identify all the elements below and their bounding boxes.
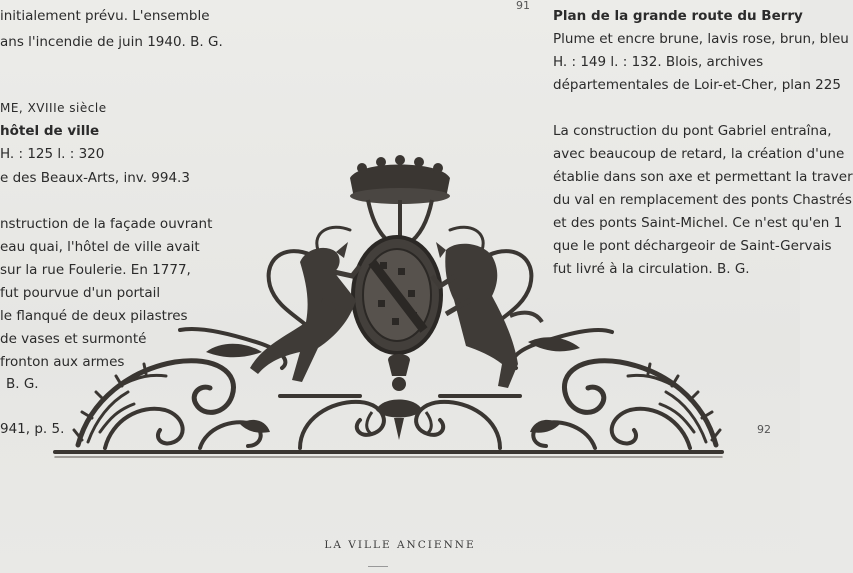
left-text-line-2: ans l'incendie de juin 1940. B. G. xyxy=(0,34,223,50)
left-body-line-1: nstruction de la façade ouvrant xyxy=(0,216,213,232)
right-body-line-7: fut livré à la circulation. B. G. xyxy=(553,261,750,277)
crown-ornament xyxy=(350,155,450,244)
left-text-line-1: initialement prévu. L'ensemble xyxy=(0,8,210,24)
left-body-signature: B. G. xyxy=(6,376,39,392)
map-meta-line-3: départementales de Loir-et-Cher, plan 225 xyxy=(553,77,841,93)
map-title: Plan de la grande route du Berry xyxy=(553,8,803,24)
left-body-line-3: sur la rue Foulerie. En 1777, xyxy=(0,262,191,278)
page-number-top: 91 xyxy=(516,0,530,12)
century-line: ME, XVIIIe siècle xyxy=(0,101,107,115)
left-reference: 941, p. 5. xyxy=(0,421,65,437)
left-body-line-6: de vases et surmonté xyxy=(0,331,147,347)
map-meta-line-1: Plume et encre brune, lavis rose, brun, bleu xyxy=(553,31,849,47)
left-body-line-7: fronton aux armes xyxy=(0,354,125,370)
right-body-line-1: La construction du pont Gabriel entraîna, xyxy=(553,123,832,139)
artwork-dimensions: H. : 125 l. : 320 xyxy=(0,146,105,162)
page-number-side: 92 xyxy=(757,423,771,436)
right-body-line-6: que le pont déchargeoir de Saint-Gervais xyxy=(553,238,832,254)
right-body-line-2: avec beaucoup de retard, la création d'une xyxy=(553,146,845,162)
artwork-title: hôtel de ville xyxy=(0,123,100,139)
map-meta-line-2: H. : 149 l. : 132. Blois, archives xyxy=(553,54,764,70)
right-boar-supporter xyxy=(432,242,542,388)
central-pendant-ornament xyxy=(367,354,432,440)
right-body-line-5: et des ponts Saint-Michel. Ce n'est qu'en 1 xyxy=(553,215,843,231)
left-body-line-5: le flanqué de deux pilastres xyxy=(0,308,188,324)
page-footer: LA VILLE ANCIENNE xyxy=(324,539,476,551)
coat-of-arms-shield xyxy=(353,237,441,353)
footer-rule xyxy=(368,566,388,567)
artwork-collection: e des Beaux-Arts, inv. 994.3 xyxy=(0,170,190,186)
left-hound-supporter xyxy=(250,242,360,382)
left-body-line-4: fut pourvue d'un portail xyxy=(0,285,161,301)
right-body-line-4: du val en remplacement des ponts Chastrés xyxy=(553,192,852,208)
left-body-line-2: eau quai, l'hôtel de ville avait xyxy=(0,239,200,255)
right-body-line-3: établie dans son axe et permettant la traver xyxy=(553,169,853,185)
